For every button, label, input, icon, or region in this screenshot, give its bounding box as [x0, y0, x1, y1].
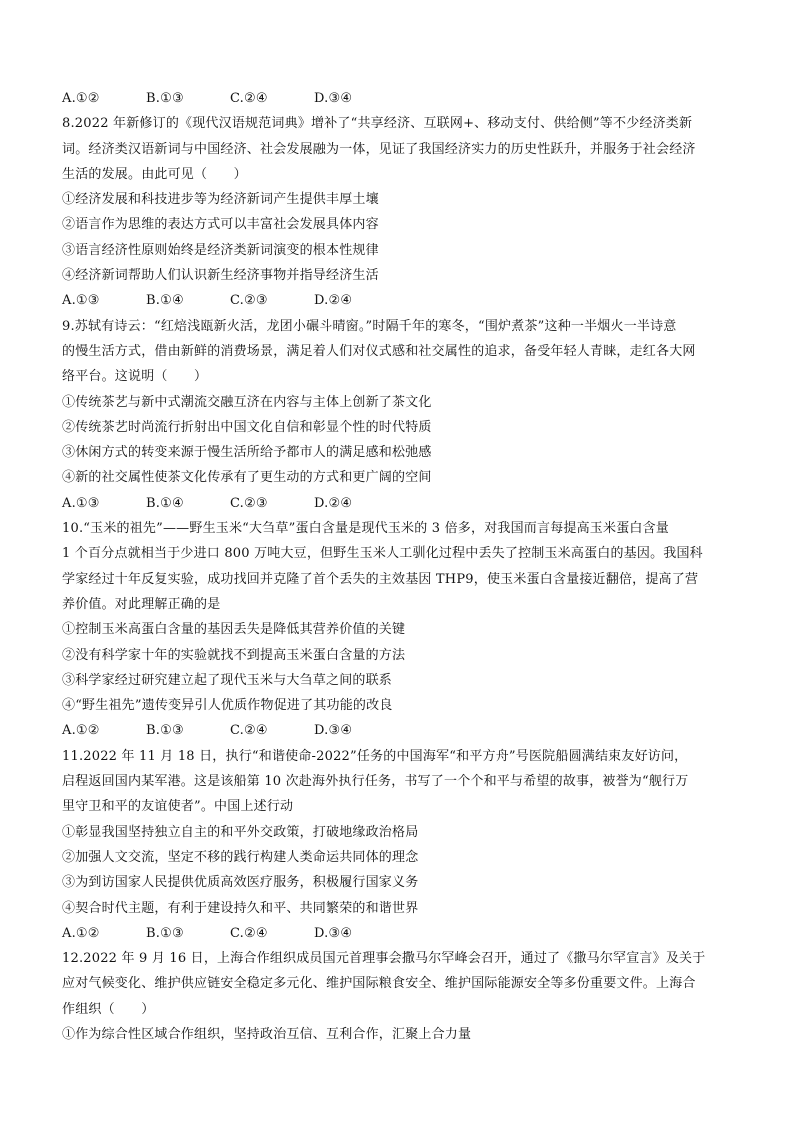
- option-d: D.③④: [314, 91, 353, 106]
- statement: ①作为综合性区域合作组织，坚持政治互信、互利合作，汇聚上合力量: [62, 1026, 472, 1042]
- intro-options: [62, 86, 734, 111]
- question-10: [62, 516, 734, 744]
- question-stem-line: 作组织（ ）: [62, 1001, 155, 1017]
- answer-options: [62, 491, 734, 516]
- question-stem-line: 9.苏轼有诗云：“红焙浅瓯新火活，龙团小碾斗晴窗。”时隔千年的寒冬，“围炉煮茶”这种一半烟火一半诗意: [62, 318, 677, 334]
- option-c: C.②③: [230, 293, 268, 309]
- option-a: A.①②: [62, 91, 100, 106]
- question-stem-line: 养价值。对此理解正确的是: [62, 596, 221, 612]
- answer-options: [62, 288, 734, 313]
- option-b: B.①③: [146, 723, 184, 739]
- option-d: D.②④: [314, 495, 353, 511]
- question-9: [62, 314, 734, 516]
- statement: ④新的社交属性使茶文化传承有了更生动的方式和更广阔的空间: [62, 470, 432, 486]
- option-d: D.②④: [314, 293, 353, 309]
- statement: ②加强人文交流，坚定不移的践行构建人类命运共同体的理念: [62, 849, 419, 865]
- question-stem-line: 应对气候变化、维护供应链安全稳定多元化、维护国际粮食安全、维护国际能源安全等多份重要文件。上海合: [62, 976, 696, 992]
- statement: ③语言经济性原则始终是经济类新词演变的根本性规律: [62, 242, 379, 258]
- statement: ③为到访国家人民提供优质高效医疗服务，积极履行国家义务: [62, 875, 419, 891]
- question-stem-line: 生活的发展。由此可见（ ）: [62, 166, 247, 182]
- question-8: [62, 111, 734, 313]
- question-stem-line: 络平台。这说明（ ）: [62, 369, 208, 385]
- statement: ①控制玉米高蛋白含量的基因丢失是降低其营养价值的关键: [62, 622, 406, 638]
- question-stem-line: 12.2022 年 9 月 16 日，上海合作组织成员国元首理事会撒马尔罕峰会召开，通过了《撒马尔罕宣言》及关于: [62, 951, 706, 967]
- statement: ④“野生祖先”遗传变异引人优质作物促进了其功能的改良: [62, 698, 393, 714]
- question-stem-line: 启程返回国内某军港。这是该船第 10 次赴海外执行任务，书写了一个个和平与希望的故事，被誉为“舰行万: [62, 774, 689, 790]
- question-12: [62, 946, 734, 1047]
- question-stem-line: 学家经过十年反复实验，成功找回并克隆了首个丢失的主效基因 THP9，使玉米蛋白含量接近翻倍，提高了营: [62, 571, 699, 587]
- option-c: C.②④: [230, 723, 268, 739]
- question-stem-line: 1 个百分点就相当于少进口 800 万吨大豆，但野生玉米人工驯化过程中丢失了控制玉米高蛋白的基因。我国科: [62, 546, 703, 562]
- question-11: [62, 744, 734, 946]
- question-stem-line: 里守卫和平的友谊使者”。中国上述行动: [62, 799, 294, 815]
- option-a: A.①③: [62, 293, 100, 309]
- option-a: A.①②: [62, 925, 100, 941]
- option-b: B.①③: [146, 91, 184, 106]
- statement: ①彰显我国坚持独立自主的和平外交政策，打破地缘政治格局: [62, 824, 419, 840]
- statement: ③科学家经过研究建立起了现代玉米与大刍草之间的联系: [62, 672, 393, 688]
- option-a: A.①②: [62, 723, 100, 739]
- question-stem-line: 11.2022 年 11 月 18 日，执行“和谐使命-2022”任务的中国海军“和平方舟”号医院船圆满结束友好访问，: [62, 748, 688, 764]
- option-c: C.②③: [230, 495, 268, 511]
- option-b: B.①④: [146, 495, 184, 511]
- statement: ②语言作为思维的表达方式可以丰富社会发展具体内容: [62, 217, 379, 233]
- question-stem-line: 的慢生活方式，借由新鲜的消费场景，满足着人们对仪式感和社交属性的追求，备受年轻人青睐，走红各大网: [62, 343, 696, 359]
- question-stem-line: 8.2022 年新修订的《现代汉语规范词典》增补了“共享经济、互联网+、移动支付、供给侧”等不少经济类新: [62, 116, 693, 132]
- exam-page: [62, 86, 734, 1047]
- option-d: D.③④: [314, 723, 353, 739]
- statement: ④契合时代主题，有利于建设持久和平、共同繁荣的和谐世界: [62, 900, 419, 916]
- statement: ②没有科学家十年的实验就找不到提高玉米蛋白含量的方法: [62, 647, 406, 663]
- answer-options: [62, 921, 734, 946]
- option-c: C.②④: [230, 925, 268, 941]
- option-a: A.①③: [62, 495, 100, 511]
- option-b: B.①③: [146, 925, 184, 941]
- statement: ③休闲方式的转变来源于慢生活所给予都市人的满足感和松弛感: [62, 445, 432, 461]
- question-stem-line: 10.“玉米的祖先”——野生玉米“大刍草”蛋白含量是现代玉米的 3 倍多，对我国而言每提高玉米蛋白含量: [62, 521, 669, 537]
- statement: ①传统茶艺与新中式潮流交融互济在内容与主体上创新了茶文化: [62, 394, 432, 410]
- statement: ②传统茶艺时尚流行折射出中国文化自信和彰显个性的时代特质: [62, 419, 432, 435]
- option-c: C.②④: [230, 91, 268, 106]
- answer-options: [62, 718, 734, 743]
- statement: ①经济发展和科技进步等为经济新词产生提供丰厚土壤: [62, 192, 379, 208]
- option-b: B.①④: [146, 293, 184, 309]
- option-d: D.③④: [314, 925, 353, 941]
- statement: ④经济新词帮助人们认识新生经济事物并指导经济生活: [62, 268, 379, 284]
- question-stem-line: 词。经济类汉语新词与中国经济、社会发展融为一体，见证了我国经济实力的历史性跃升，并服务于社会经济: [62, 141, 696, 157]
